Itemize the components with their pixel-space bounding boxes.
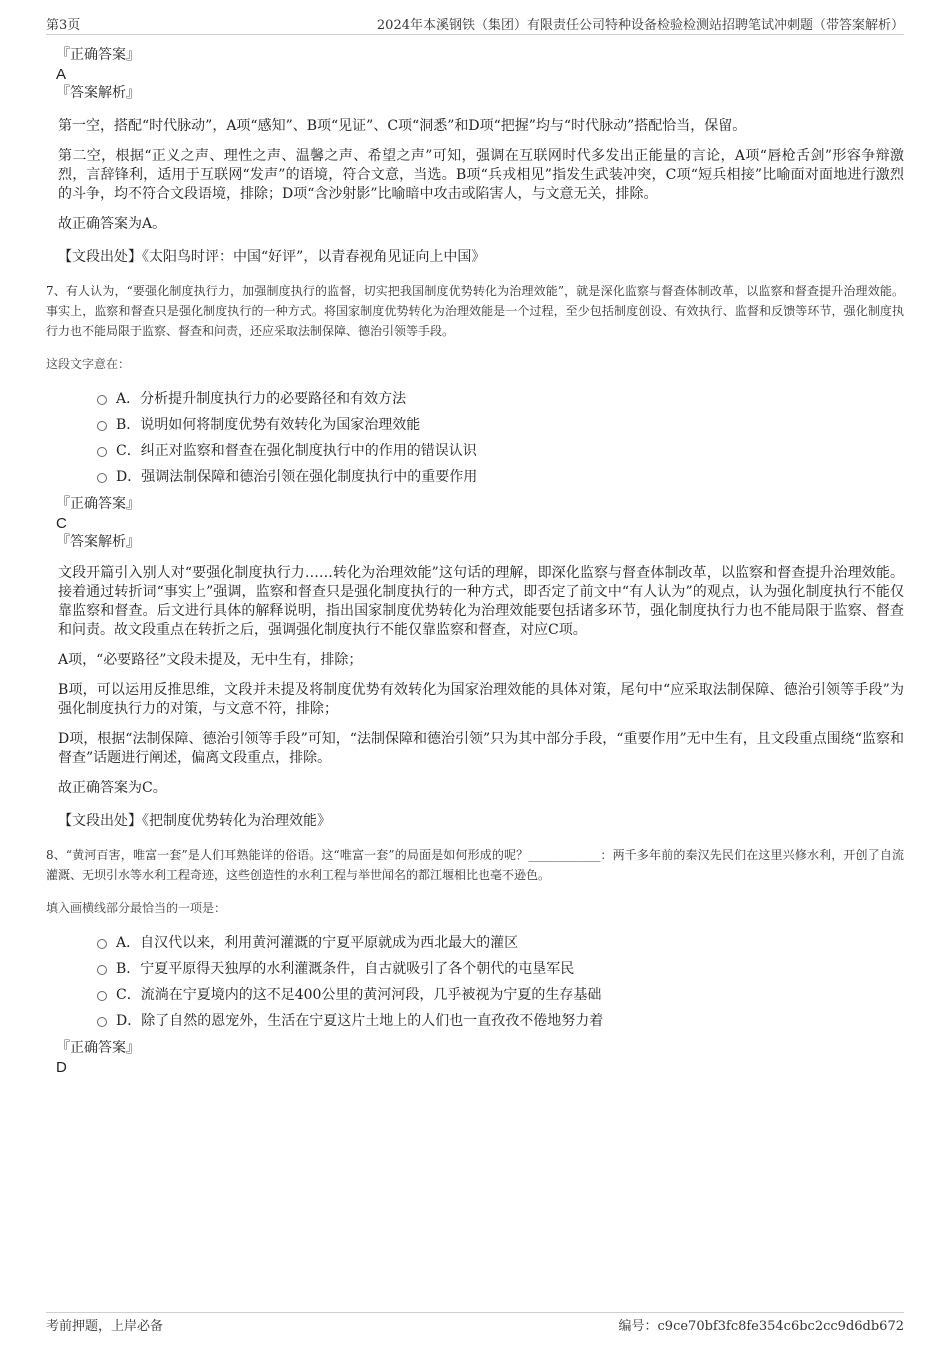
question-text: 7、有人认为，“要强化制度执行力，加强制度执行的监督，切实把我国制度优势转化为治理效能”，就是深化监察与督查体制改革，以监察和督查提升治理效能。事实上，监察和督查只是强化制度执行的一种方式。将国家制度优势转化为治理效能是一个过程，至少包括制度创设、有效执行、监督和反馈等环节，强化制度执行力也不能局限于监察、督查和问责，还应采取法制保障、德治引领等手段。 xyxy=(46,284,904,338)
option-b[interactable] xyxy=(46,415,904,441)
analysis-paragraph: A项，“必要路径”文段未提及，无中生有，排除； xyxy=(58,652,363,668)
answer-label: 『正确答案』 xyxy=(56,496,140,512)
answer-value: A xyxy=(56,66,67,83)
option-c[interactable] xyxy=(46,985,904,1011)
option-label: B．宁夏平原得天独厚的水利灌溉条件，自古就吸引了各个朝代的屯垦军民 xyxy=(116,961,575,977)
option-d[interactable] xyxy=(46,1011,904,1037)
radio-icon[interactable] xyxy=(97,1017,107,1027)
fill-blank: ____________ xyxy=(528,848,601,862)
page-header xyxy=(46,12,904,35)
analysis-paragraph: 故正确答案为A。 xyxy=(58,216,167,232)
block1-analysis xyxy=(46,117,904,267)
radio-icon[interactable] xyxy=(97,473,107,483)
option-label: C．流淌在宁夏境内的这不足400公里的黄河河段，几乎被视为宁夏的生存基础 xyxy=(116,987,602,1003)
radio-icon[interactable] xyxy=(97,421,107,431)
radio-icon[interactable] xyxy=(97,395,107,405)
analysis-paragraph: 第二空，根据“正义之声、理性之声、温馨之声、希望之声”可知，强调在互联网时代多发出正能量的言论，A项“唇枪舌剑”形容争辩激烈，言辞锋利，适用于互联网“发声”的语境，符合文意，当选。B项“兵戎相见”指发生武装冲突，C项“短兵相接”比喻面对面地进行激烈的斗争，均不符合文段语境，排除；D项“含沙射影”比喻暗中攻击或陷害人，与文意无关，排除。 xyxy=(58,148,904,202)
option-list xyxy=(46,933,904,1037)
analysis-label: 『答案解析』 xyxy=(56,534,140,550)
question-7 xyxy=(46,281,904,831)
footer-slogan: 考前押题，上岸必备 xyxy=(46,1319,164,1334)
question-text-after: ：两千多年前的秦汉先民们在这里兴修水利，开创了自流灌溉、无坝引水等水利工程奇迹，这些创造性的水利工程与举世闻名的都江堰相比也毫不逊色。 xyxy=(46,848,904,882)
source-citation: 【文段出处】《太阳鸟时评：中国“好评”，以青春视角见证向上中国》 xyxy=(58,249,486,265)
question-8 xyxy=(46,845,904,1077)
option-d[interactable] xyxy=(46,467,904,493)
document-title: 2024年本溪钢铁（集团）有限责任公司特种设备检验检测站招聘笔试冲刺题（带答案解析） xyxy=(376,18,904,33)
option-list xyxy=(46,389,904,493)
analysis-paragraph: 故正确答案为C。 xyxy=(58,780,167,796)
question-text xyxy=(46,845,904,885)
analysis-paragraph: B项，可以运用反推思维，文段并未提及将制度优势有效转化为国家治理效能的具体对策，尾句中“应采取法制保障、德治引领等手段”为强化制度执行力的对策，与文意不符，排除； xyxy=(58,682,904,717)
option-label: A．分析提升制度执行力的必要路径和有效方法 xyxy=(116,391,407,407)
analysis-label: 『答案解析』 xyxy=(56,85,140,101)
analysis-paragraph: 第一空，搭配“时代脉动”，A项“感知”、B项“见证”、C项“洞悉”和D项“把握”均与“时代脉动”搭配恰当，保留。 xyxy=(58,118,747,134)
option-label: C．纠正对监察和督查在强化制度执行中的作用的错误认识 xyxy=(116,443,477,459)
radio-icon[interactable] xyxy=(97,447,107,457)
answer-label: 『正确答案』 xyxy=(56,1040,140,1056)
answer-value: C xyxy=(56,515,67,532)
question-prompt: 这段文字意在： xyxy=(46,357,131,371)
q7-analysis xyxy=(46,564,904,831)
q8-answer xyxy=(46,1039,904,1077)
main-content xyxy=(46,46,904,1077)
radio-icon[interactable] xyxy=(97,991,107,1001)
option-c[interactable] xyxy=(46,441,904,467)
analysis-paragraph: 文段开篇引入别人对“要强化制度执行力……转化为治理效能”这句话的理解，即深化监察与督查体制改革，以监察和督查提升治理效能。接着通过转折词“事实上”强调，监察和督查只是强化制度执行的一种方式，即否定了前文中“有人认为”的观点，认为强化制度执行不能仅靠监察和督查。后文进行具体的解释说明，指出国家制度优势转化为治理效能要包括诸多环节，强化制度执行力也不能局限于监察、督查和问责。故文段重点在转折之后，强调强化制度执行不能仅靠监察和督查，对应C项。 xyxy=(58,565,904,638)
q7-answer xyxy=(46,495,904,552)
radio-icon[interactable] xyxy=(97,965,107,975)
block1-answer xyxy=(46,46,904,103)
analysis-paragraph: D项，根据“法制保障、德治引领等手段”可知，“法制保障和德治引领”只为其中部分手段，“重要作用”无中生有，且文段重点围绕“监察和督查”话题进行阐述，偏离文段重点，排除。 xyxy=(58,731,904,766)
page-number: 第3页 xyxy=(46,18,81,33)
option-a[interactable] xyxy=(46,933,904,959)
source-citation: 【文段出处】《把制度优势转化为治理效能》 xyxy=(58,813,331,829)
option-label: D．除了自然的恩宠外，生活在宁夏这片土地上的人们也一直孜孜不倦地努力着 xyxy=(116,1013,604,1029)
option-label: D．强调法制保障和德治引领在强化制度执行中的重要作用 xyxy=(116,469,478,485)
document-id: 编号：c9ce70bf3fc8fe354c6bc2cc9d6db672 xyxy=(618,1319,904,1334)
radio-icon[interactable] xyxy=(97,939,107,949)
option-label: A．自汉代以来，利用黄河灌溉的宁夏平原就成为西北最大的灌区 xyxy=(116,935,519,951)
question-prompt: 填入画横线部分最恰当的一项是： xyxy=(46,901,227,915)
answer-label: 『正确答案』 xyxy=(56,47,140,63)
option-b[interactable] xyxy=(46,959,904,985)
option-label: B．说明如何将制度优势有效转化为国家治理效能 xyxy=(116,417,421,433)
page-footer xyxy=(46,1312,904,1334)
question-text-before: 8、“黄河百害，唯富一套”是人们耳熟能详的俗语。这“唯富一套”的局面是如何形成的呢？ xyxy=(46,848,529,862)
answer-value: D xyxy=(56,1059,67,1076)
option-a[interactable] xyxy=(46,389,904,415)
